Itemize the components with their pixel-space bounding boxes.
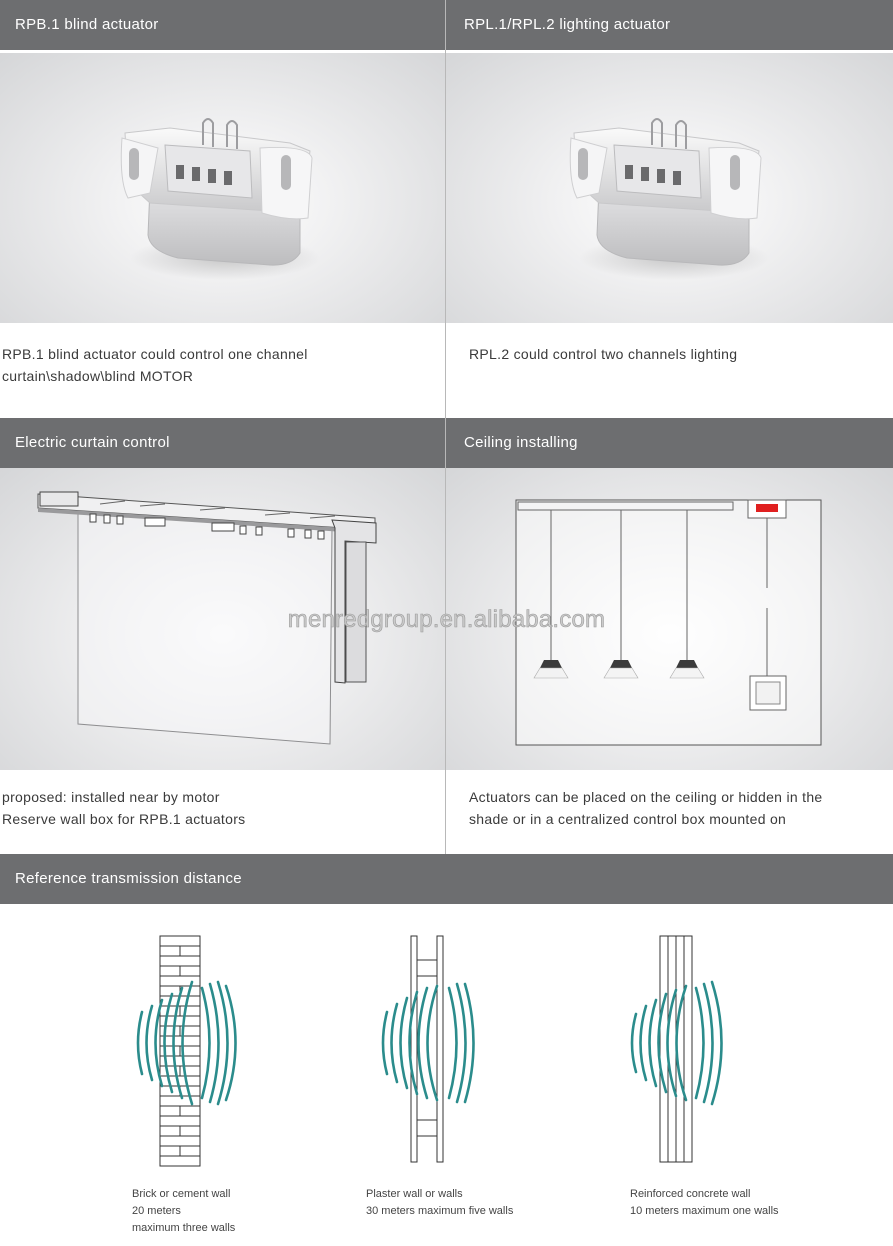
caption-line: RPL.2 could control two channels lighting xyxy=(469,346,738,362)
rpb1-caption xyxy=(2,343,442,387)
rpl-caption xyxy=(469,343,889,365)
wall-type: Plaster wall or walls xyxy=(366,1188,463,1200)
curtain-caption xyxy=(2,786,442,830)
section-header-curtain xyxy=(0,418,445,468)
actuator-indicator xyxy=(756,504,778,512)
section-header-rpl xyxy=(446,0,893,50)
wall-distance: 10 meters maximum one walls xyxy=(630,1205,779,1217)
wall-distance: 30 meters maximum five walls xyxy=(366,1205,514,1217)
caption-line: shade or in a centralized control box mounted on xyxy=(469,811,787,827)
section-title: Ceiling installing xyxy=(464,434,578,451)
section-header-ceiling xyxy=(446,418,893,468)
concrete-wall-diagram xyxy=(610,930,740,1170)
section-title: Reference transmission distance xyxy=(15,870,242,887)
section-title: RPB.1 blind actuator xyxy=(15,16,159,33)
concrete-wall-label xyxy=(630,1186,850,1220)
caption-line: RPB.1 blind actuator could control one channel xyxy=(2,346,308,362)
caption-line: proposed: installed near by motor xyxy=(2,789,220,805)
rpb1-actuator-photo xyxy=(0,53,445,323)
caption-line: curtain\shadow\blind MOTOR xyxy=(2,368,194,384)
wall-distance: 20 meters xyxy=(132,1205,181,1217)
wall-type: Reinforced concrete wall xyxy=(630,1188,751,1200)
caption-line: Actuators can be placed on the ceiling or hidden in the xyxy=(469,789,823,805)
plaster-wall-diagram xyxy=(365,930,495,1170)
rpl-actuator-photo xyxy=(446,53,893,323)
plaster-wall-label xyxy=(366,1186,586,1220)
section-header-rpb1 xyxy=(0,0,445,50)
brick-wall-diagram xyxy=(120,930,260,1175)
wall-type: Brick or cement wall xyxy=(132,1188,231,1200)
section-header-transmission xyxy=(0,854,893,904)
ceiling-caption xyxy=(469,786,889,830)
brick-wall-label xyxy=(132,1186,332,1237)
watermark: menredgroup.en.alibaba.com xyxy=(287,606,606,633)
caption-line: Reserve wall box for RPB.1 actuators xyxy=(2,811,246,827)
section-title: Electric curtain control xyxy=(15,434,170,451)
section-title: RPL.1/RPL.2 lighting actuator xyxy=(464,16,671,33)
wall-limit: maximum three walls xyxy=(132,1222,236,1234)
